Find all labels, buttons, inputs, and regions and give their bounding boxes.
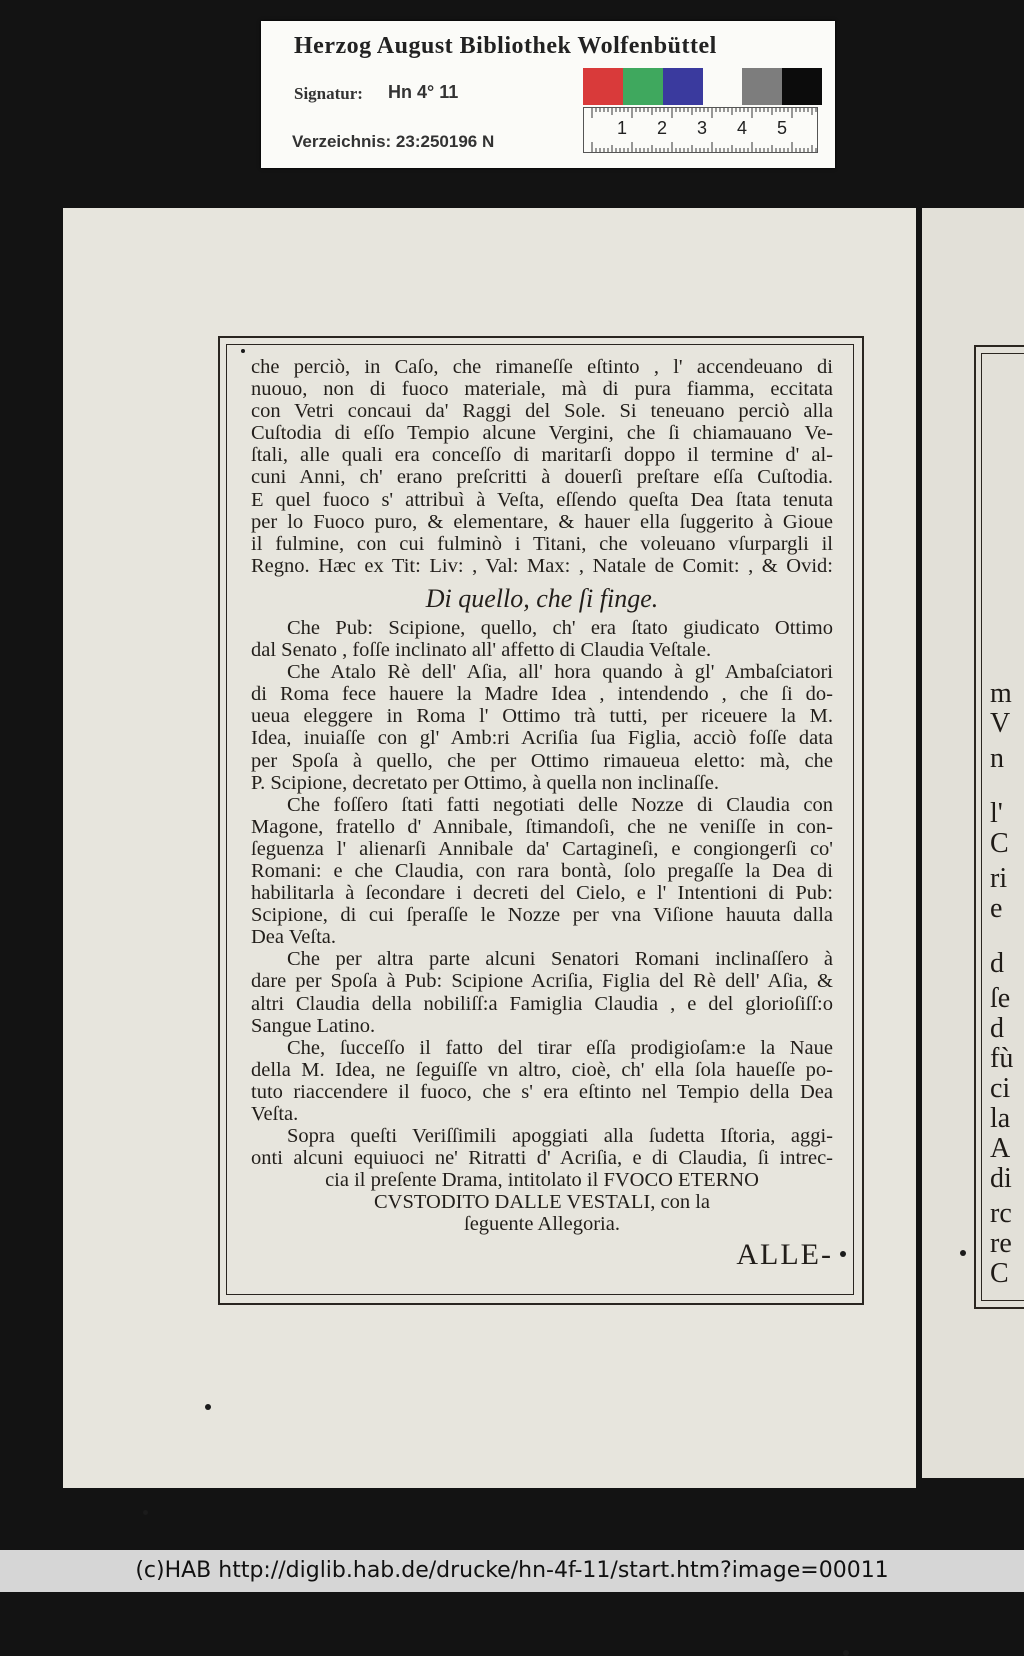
- catchword: ALLE-: [736, 1237, 833, 1271]
- text-line: Idea, inuiaſſe con gl' Amb:ri Acriſia ſua Figlia, acciò foſſe data: [251, 727, 833, 750]
- text-line: P. Scipione, decretato per Ottimo, à quella non inclinaſſe.: [251, 771, 719, 794]
- text-line: ſeguenza l' alienarſi Annibale da' Cartagineſi, e congiongerſi co': [251, 837, 833, 860]
- black-swatch: [782, 68, 822, 105]
- facing-page-letter: l': [990, 798, 1003, 829]
- facing-page-letter: di: [990, 1163, 1012, 1194]
- text-line: E quel fuoco s' attribuì à Veſta, eſſendo queſta Dea ſtata tenuta: [251, 488, 833, 511]
- text-line: dal Senato , foſſe inclinato all' affetto di Claudia Veſtale.: [251, 639, 712, 662]
- facing-page: [922, 208, 1024, 1478]
- text-line: Scipione, di cui ſperaſſe le Nozze per vna Viſione hauuta dalla: [251, 904, 833, 927]
- ruler-number: 3: [697, 118, 708, 138]
- ruler-number: 1: [617, 118, 628, 138]
- blue-swatch: [663, 68, 703, 105]
- library-label-card: [261, 21, 835, 168]
- text-line: Magone, fratello d' Annibale, ſtimandoſi, che ne veniſſe in con-: [251, 815, 833, 838]
- text-line: Veſta.: [251, 1103, 299, 1125]
- verzeichnis-text: Verzeichnis: 23:250196 N: [292, 132, 495, 151]
- text-line: nuouo, non di fuoco materiale, mà di pura fiamma, eccitata: [251, 378, 833, 401]
- text-line: Che Pub: Scipione, quello, ch' era ſtato giudicato Ottimo: [287, 616, 833, 639]
- facing-page-letter: V: [990, 708, 1011, 739]
- facing-page-letter: n: [990, 743, 1004, 774]
- library-name: Herzog August Bibliothek Wolfenbüttel: [294, 33, 717, 59]
- text-line: ueua eleggere in Roma l' Ottimo trà tutti, per riceuere la M.: [251, 705, 833, 728]
- red-swatch: [583, 68, 623, 105]
- color-calibration-strip: [583, 68, 822, 105]
- facing-page-letter: m: [990, 678, 1012, 709]
- text-line: tuto riaccendere il fuoco, che s' era eſtinto nel Tempio della Dea: [251, 1080, 833, 1103]
- text-line: Dea Veſta.: [251, 926, 337, 949]
- text-line: CVSTODITO DALLE VESTALI, con la: [373, 1191, 710, 1214]
- text-line: per lo Fuoco puro, & elementare, & hauer ella ſuggerito à Gioue: [251, 510, 833, 533]
- facing-page-letter: la: [990, 1103, 1011, 1134]
- text-line: altri Claudia della nobiliſſ:a Famiglia Claudia , e del glorioſiſſ:o: [251, 992, 833, 1015]
- facing-page-letter: ri: [990, 863, 1008, 894]
- facing-page-letter: C: [990, 1258, 1009, 1289]
- facing-page-letter: ci: [990, 1073, 1011, 1104]
- facing-page-letter: rc: [990, 1198, 1012, 1229]
- text-line: di Roma fece hauere la Madre Idea , intendendo , che ſi do-: [251, 683, 833, 706]
- section-heading: Di quello, che ſi finge.: [425, 583, 659, 613]
- text-line: Regno. Hæc ex Tit: Liv: , Val: Max: , Natale de Comit: , & Ovid:: [251, 554, 833, 577]
- text-line: per Spoſa à quello, che per Ottimo rimaueua eletto: mà, che: [251, 749, 833, 772]
- page-text: [251, 356, 833, 1270]
- text-line: dare per Spoſa à Pub: Scipione Acriſia, Figlia del Rè dell' Aſia, &: [251, 970, 833, 993]
- text-line: Che foſſero ſtati fatti negotiati delle Nozze di Claudia con: [287, 793, 833, 816]
- facing-page-letter: A: [990, 1133, 1011, 1164]
- signatur-value: Hn 4° 11: [388, 82, 459, 102]
- text-line: Che per altra parte alcuni Senatori Romani inclinaſſero à: [287, 948, 833, 971]
- text-line: ſtali, alle quali era conceſſo di maritarſi doppo il termine d' al-: [251, 444, 833, 467]
- text-line: cuni Anni, ch' erano preſcritti à douerſi preſtare eſſa Cuſtodia.: [251, 466, 833, 489]
- text-line: che perciò, in Caſo, che rimaneſſe eſtinto , l' accendeuano di: [251, 356, 833, 378]
- text-line: onti alcuni equiuoci ne' Ritratti d' Acriſia, e di Claudia, ſi intrec-: [251, 1147, 833, 1170]
- text-line: con Vetri concaui da' Raggi del Sole. Si teneuano perciò alla: [251, 400, 833, 423]
- text-line: Sopra queſti Veriſſimili apoggiati alla ſudetta Iſtoria, aggi-: [287, 1125, 833, 1148]
- facing-page-letter: ſe: [990, 983, 1011, 1014]
- facing-page-letter: e: [990, 893, 1003, 924]
- ruler-number: 4: [737, 118, 748, 138]
- text-line: Cuſtodia di eſſo Tempio alcune Vergini, che ſi chiamauano Ve-: [251, 422, 833, 445]
- text-line: della M. Idea, ne ſeguiſſe vn altro, cioè, ch' ella ſola haueſſe po-: [251, 1058, 833, 1081]
- green-swatch: [623, 68, 663, 105]
- facing-page-letter: re: [990, 1228, 1012, 1259]
- facing-page-letter: d: [990, 1013, 1004, 1044]
- ruler-number: 2: [657, 118, 668, 138]
- book-page: [63, 208, 916, 1488]
- text-line: Sangue Latino.: [251, 1014, 376, 1037]
- text-line: cia il preſente Drama, intitolato il FVOCO ETERNO: [325, 1169, 759, 1192]
- signatur-label: Signatur:: [294, 84, 363, 103]
- scale-ruler: [583, 107, 818, 153]
- gray-swatch: [742, 68, 782, 105]
- facing-page-letter: fù: [990, 1043, 1014, 1074]
- text-line: Romani: e che Claudia, con rara bontà, ſolo pregaſſe la Dea di: [251, 859, 833, 882]
- ruler-number: 5: [777, 118, 788, 138]
- text-line: il fulmine, con cui fulminò i Titani, che voleuano vſurpargli il: [251, 532, 833, 555]
- text-line: Che Atalo Rè dell' Aſia, all' hora quando à gl' Ambaſciatori: [287, 661, 833, 684]
- facing-page-letter: C: [990, 828, 1009, 859]
- text-line: habilitarla à ſecondare i decreti del Cielo, e l' Intentioni di Pub:: [251, 882, 833, 905]
- text-line: ſeguente Allegoria.: [464, 1213, 620, 1236]
- text-line: Che, ſucceſſo il fatto del tirar eſſa prodigioſam:e la Naue: [287, 1036, 833, 1059]
- copyright-footer: (c)HAB http://diglib.hab.de/drucke/hn-4f-11/start.htm?image=00011: [0, 1550, 1024, 1592]
- facing-page-letter: d: [990, 948, 1004, 979]
